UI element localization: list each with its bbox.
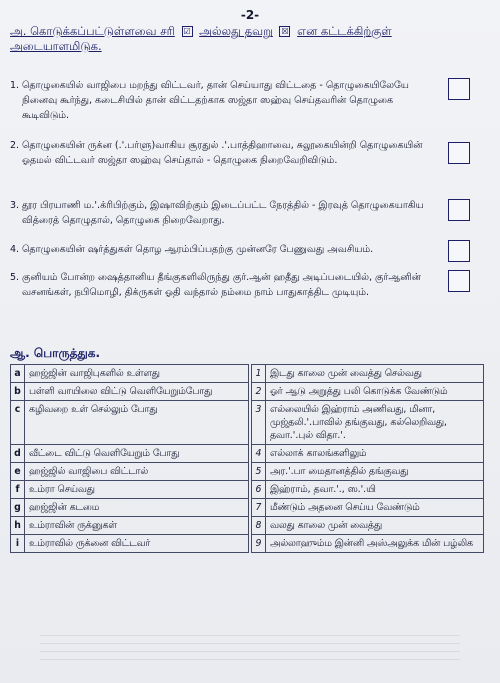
right-number: 8 [252,517,266,535]
question-number: 1. [10,80,20,91]
table-row [11,499,484,517]
right-number: 4 [252,445,266,463]
section-b-title: ஆ. பொருத்துக. [10,346,101,360]
question-text: குனியம் போன்ற ஷைத்தானிய தீங்குகளிலிருந்து குர்.ஆன் ஹதீது அடிப்படையில், குர்ஆனின் வசனங்கள், நபிமொழி, திக்ருகள் ஓதி வந்தால் நம்மை நாம் பாதுகாத்திட முடியும். [22,272,421,298]
left-item: ஹஜ்ஜில் வாஜிபை விட்டால் [25,463,249,481]
right-number: 3 [252,401,266,445]
question-3 [10,198,440,228]
answer-checkbox-4[interactable] [448,240,470,262]
question-text: தூர பிரயாணி ம.'.க்ரிபிற்கும், இஷாவிற்கும் இடைப்பட்ட நேரத்தில் - இரவுத் தொழுகையாகிய வித்ரைத் தொழுதால், தொழுகை நிறைவேறாது. [22,200,424,226]
left-letter: g [11,499,25,517]
left-item: உம்ராவின் ருக்னுகள் [25,517,249,535]
left-letter: d [11,445,25,463]
left-letter: c [11,401,25,445]
question-1 [10,78,440,123]
right-number: 7 [252,499,266,517]
left-item: உம்ரா செய்வது [25,481,249,499]
right-item: எல்லையில் இஹ்ராம் அணிவது, மினா, முஜ்தலி.'.பாவில் தங்குவது, கல்லெறிவது, தவா.'.புல் விதா.'. [266,401,484,445]
section-a-heading [10,24,480,54]
right-item: இடது காலை முன் வைத்து செல்வது [266,365,484,383]
left-letter: f [11,481,25,499]
table-row [11,481,484,499]
left-letter: e [11,463,25,481]
page-number: -2- [240,8,260,22]
right-item: எல்லாக் காலங்களிலும் [266,445,484,463]
right-item: அர.'.பா மைதானத்தில் தங்குவது [266,463,484,481]
right-item: மீண்டும் அதனை செய்ய வேண்டும் [266,499,484,517]
section-a-middle: அல்லது தவறு [199,24,273,38]
bleed-through-text [40,635,460,665]
tick-box-icon: ☑ [183,27,191,36]
right-item: ஓர் ஆடு அறுத்து பலி கொடுக்க வேண்டும் [266,383,484,401]
right-item: அல்லாஹும்ம இன்னி அஸ்அலுக்க மின் பழ்லிக [266,535,484,553]
right-item: இஹ்ராம், தவா.'., ஸ.'.யி [266,481,484,499]
left-item: உம்ராவில் ருக்னை விட்டவர் [25,535,249,553]
question-number: 5. [10,272,20,283]
question-number: 4. [10,244,20,255]
answer-checkbox-5[interactable] [448,270,470,292]
answer-checkbox-2[interactable] [448,142,470,164]
question-5 [10,270,440,300]
question-text: தொழுகையின் ஷர்த்துகள் தொழ ஆரம்பிப்பதற்கு முன்னரே பேணுவது அவசியம். [22,244,374,255]
right-number: 9 [252,535,266,553]
question-text: தொழுகையின் ருக்ன (.'.பர்ளு)வாகிய சூரதுல் .'.பாத்திஹாவை, சுலூகையின்றி தொழுகையின் ஓதமல் விட்டவர் ஸஜ்தா ஸஹ்வு செய்தால் - தொழுகை நிறைவேறிவிடும். [22,140,423,166]
question-2 [10,138,440,168]
left-item: ஹஜ்ஜின் கடமை [25,499,249,517]
cross-box-icon: ☒ [281,27,289,36]
question-text: தொழுகையில் வாஜிபை மறந்து விட்டவர், தான் செய்யாது விட்டதை - தொழுகையிலேயே நினைவு கூர்ந்து, கடைசியில் தான் விட்டதற்காக ஸஜ்தா ஸஹ்வு செய்தவரின் தொழுகை கூடிவிடும். [22,80,409,121]
right-item: வலது காலை முன் வைத்து [266,517,484,535]
matching-table [10,364,484,553]
left-item: கழிவறை உள் செல்லும் போது [25,401,249,445]
question-number: 2. [10,140,20,151]
table-row [11,401,484,445]
left-letter: h [11,517,25,535]
section-a-suffix: என கட்டக்கிற்குள் [297,24,392,38]
question-number: 3. [10,200,20,211]
table-row [11,445,484,463]
section-a-line2: அடையாளமிடுக. [10,39,102,53]
table-row [11,365,484,383]
question-4 [10,242,440,257]
left-letter: b [11,383,25,401]
left-item: ஹஜ்ஜின் வாஜிபுகளில் உள்ளது [25,365,249,383]
section-a-prefix: அ. கொடுக்கப்பட்டுள்ளவை சரி [10,24,175,38]
right-number: 5 [252,463,266,481]
table-row [11,535,484,553]
left-item: வீட்டை விட்டு வெளியேறும் போது [25,445,249,463]
answer-checkbox-3[interactable] [448,199,470,221]
table-row [11,383,484,401]
left-letter: i [11,535,25,553]
right-number: 1 [252,365,266,383]
right-number: 6 [252,481,266,499]
right-number: 2 [252,383,266,401]
table-row [11,517,484,535]
left-item: பள்ளி வாயிலை விட்டு வெளியேறும்போது [25,383,249,401]
table-row [11,463,484,481]
answer-checkbox-1[interactable] [448,78,470,100]
left-letter: a [11,365,25,383]
